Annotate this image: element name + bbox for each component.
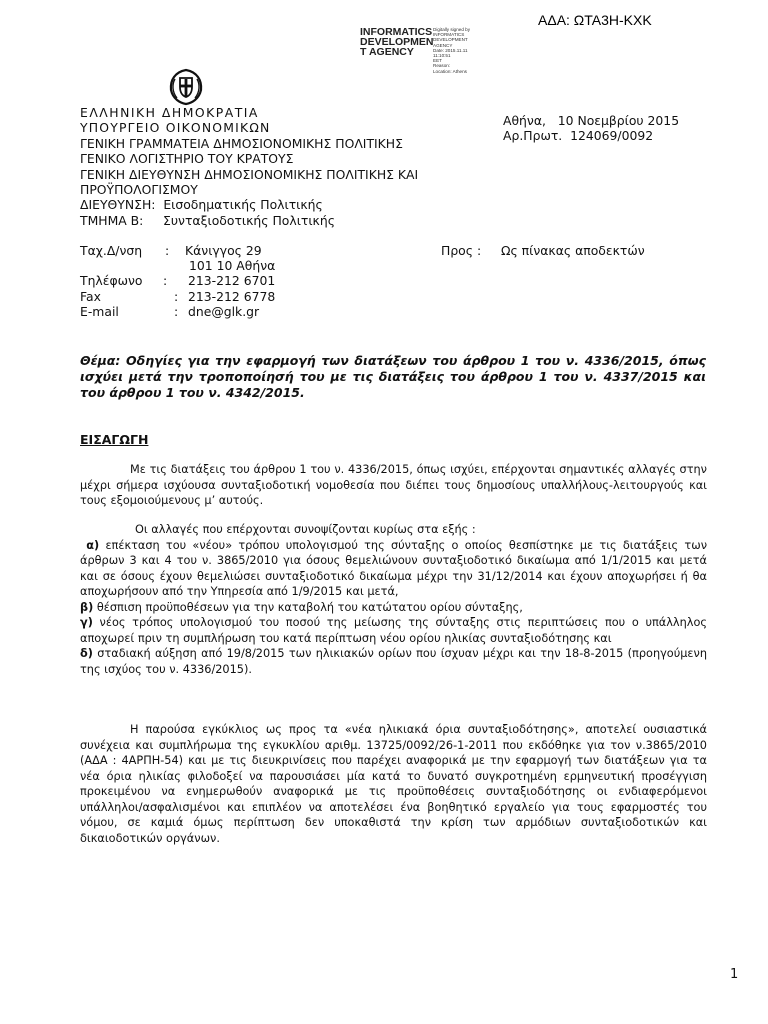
phone-value: 213-212 6701 xyxy=(188,273,276,289)
header-line: ΓΕΝΙΚΟ ΛΟΓΙΣΤΗΡΙΟ ΤΟΥ ΚΡΑΤΟΥΣ xyxy=(80,151,294,167)
address-separator: : xyxy=(165,243,170,258)
changes-intro: Οι αλλαγές που επέρχονται συνοψίζονται κυρίως στα εξής : xyxy=(135,523,476,536)
list-item xyxy=(80,646,707,677)
digital-signature-stamp xyxy=(360,27,485,74)
subject-line: Θέμα: Οδηγίες για την εφαρμογή των διατάξεων του άρθρου 1 του ν. 4336/2015, όπως ισχύει μετά την τροποποίησή του με τις διατάξεις του άρθρου 1 του ν. 4337/2015 και του άρθρου 1 του ν. 4342/2015. xyxy=(80,353,706,400)
greek-coat-of-arms-emblem xyxy=(166,66,206,106)
header-line: ΥΠΟΥΡΓΕΙΟ ΟΙΚΟΝΟΜΙΚΩΝ xyxy=(80,120,271,136)
protocol-number: Αρ.Πρωτ. 124069/0092 xyxy=(503,128,654,144)
signature-org xyxy=(360,27,432,74)
signature-detail-line: Location: Athens xyxy=(433,68,467,74)
issuer-header xyxy=(80,105,418,228)
list-item xyxy=(80,600,707,616)
phone-separator: : xyxy=(163,273,168,289)
body-paragraph xyxy=(80,722,707,846)
paragraph-circular-scope: Η παρούσα εγκύκλιος ως προς τα «νέα ηλικιακά όρια συνταξιοδότησης», αποτελεί ουσιαστικά συνέχεια και συμπλήρωμα της εγκυκλίου αριθμ. 13725/0092/26-1-2011 που εκδόθηκε για τον ν.3865/2010 (ΑΔΑ : 4ΑΡΠΗ-54) και με τις διευκρινίσεις που παρέχει αναφορικά με την εφαρμογή των διατάξεων για τα νέα όρια ηλικίας φιλοδοξεί να παρουσιάσει μία κατά το δυνατό συγκροτημένη ερμηνευτική προσέγγιση προκειμένου να ενημερωθούν αναφορικά με τις προϋποθέσεις συνταξιοδότησης οι ενδιαφερόμενοι υπάλληλοι/ασφαλισμένοι και επιπλέον να αποτελέσει ένα βοηθητικό εργαλείο για τους εφαρμοστές του νόμου, σε καμιά όμως περίπτωση δεν υποκαθιστά την κρίση των αρμόδιων συνταξιοδοτικών και δικαιοδοτικών οργάνων. xyxy=(80,723,707,845)
signature-detail-line: Date: 2015.11.11 11:10:51 xyxy=(433,47,468,59)
signature-detail-line: EET xyxy=(433,58,442,64)
signature-org-line: T AGENCY xyxy=(360,46,414,58)
header-line: ΔΙΕΥΘΥΝΣΗ: Εισοδηματικής Πολιτικής xyxy=(80,197,323,213)
list-item xyxy=(80,615,707,646)
paragraph-intro: Με τις διατάξεις του άρθρου 1 του ν. 4336/2015, όπως ισχύει, επέρχονται σημαντικές αλλαγές στην μέχρι σήμερα ισχύουσα συνταξιοδοτική νομοθεσία που διέπει τους δημοσίους υπαλλήλους-λειτουργούς και τους εξομοιούμενους μ’ αυτούς. xyxy=(80,463,707,507)
fax-value: 213-212 6778 xyxy=(188,288,276,304)
email-separator: : xyxy=(174,303,179,319)
recipient-label: Προς : xyxy=(441,243,482,258)
list-item-text: θέσπιση προϋποθέσεων για την καταβολή του κατώτατου ορίου σύνταξης, xyxy=(96,600,523,614)
email-value: dne@glk.gr xyxy=(188,303,260,319)
date-protocol-block xyxy=(503,113,679,144)
list-item-text: σταδιακή αύξηση από 19/8/2015 των ηλικιακών ορίων που ίσχυαν μέχρι και την 18-8-2015 (προηγούμενη της ισχύος του ν. 4336/2015). xyxy=(80,647,707,676)
list-item-label: γ) xyxy=(80,616,93,629)
signature-detail-line: INFORMATICS xyxy=(433,32,465,38)
list-item-text: επέκταση του «νέου» τρόπου υπολογισμού της σύνταξης ο οποίος θεσπίστηκε με τις διατάξεις των άρθρων 3 και 4 του ν. 3865/2010 για όσους θεμελιώνουν συνταξιοδοτικό δικαίωμα από 1/1/2015 και μετά και σε όσους έχουν θεμελιώσει συνταξιοδοτικό δικαίωμα μέχρι την 31/12/2014 και έχουν αποχωρήσει ή θα αποχωρήσουν από την Υπηρεσία από 1/9/2015 και μετά, xyxy=(80,538,708,598)
list-item-text: νέος τρόπος υπολογισμού του ποσού της μείωσης της σύνταξης στις περιπτώσεις που ο υπάλληλος αποχωρεί πριν τη συμπλήρωση του κατά περίπτωση νέου ορίου ηλικίας συνταξιοδότησης και xyxy=(80,616,707,645)
phone-label: Τηλέφωνο xyxy=(80,273,143,289)
signature-org-line: INFORMATICS xyxy=(360,26,433,38)
header-line: ΓΕΝΙΚΗ ΔΙΕΥΘΥΝΣΗ ΔΗΜΟΣΙΟΝΟΜΙΚΗΣ ΠΟΛΙΤΙΚΗΣ ΚΑΙ xyxy=(80,166,419,182)
signature-detail-line: DEVELOPMENT AGENCY xyxy=(433,37,468,48)
recipient-value: Ως πίνακας αποδεκτών xyxy=(501,243,645,258)
address-label: Ταχ.Δ/νση xyxy=(80,243,143,258)
header-line: ΤΜΗΜΑ Β: Συνταξιοδοτικής Πολιτικής xyxy=(80,212,335,228)
fax-label: Fax xyxy=(80,288,101,304)
signature-detail-line: Digitally signed by xyxy=(433,27,471,32)
body-paragraph xyxy=(80,462,707,509)
list-item-label: β) xyxy=(80,600,94,614)
address-street: Κάνιγγος 29 xyxy=(185,243,262,258)
signature-detail-line: Reason: xyxy=(433,63,451,69)
contact-block xyxy=(80,243,280,319)
header-line: ΓΕΝΙΚΗ ΓΡΑΜΜΑΤΕΙΑ ΔΗΜΟΣΙΟΝΟΜΙΚΗΣ ΠΟΛΙΤΙΚΗΣ xyxy=(80,135,403,151)
address-city: 101 10 Αθήνα xyxy=(189,258,276,274)
fax-separator: : xyxy=(174,288,179,304)
header-line: ΠΡΟΫΠΟΛΟΓΙΣΜΟΥ xyxy=(80,182,198,198)
page-number: 1 xyxy=(730,967,739,982)
ada-code: ΑΔΑ: ΩΤΑ3Η-ΚΧΚ xyxy=(538,12,652,28)
email-label: E-mail xyxy=(80,303,119,319)
list-item-label: δ) xyxy=(80,647,93,660)
section-heading-introduction: ΕΙΣΑΓΩΓΗ xyxy=(80,432,149,447)
list-item xyxy=(80,538,707,600)
signature-org-line: DEVELOPMEN xyxy=(360,36,434,48)
header-line: ΕΛΛΗΝΙΚΗ ΔΗΜΟΚΡΑΤΙΑ xyxy=(80,105,259,120)
date-line: Αθήνα, 10 Νοεμβρίου 2015 xyxy=(503,113,680,128)
signature-details xyxy=(432,27,485,74)
changes-summary xyxy=(80,522,707,677)
list-item-label: α) xyxy=(86,538,100,552)
